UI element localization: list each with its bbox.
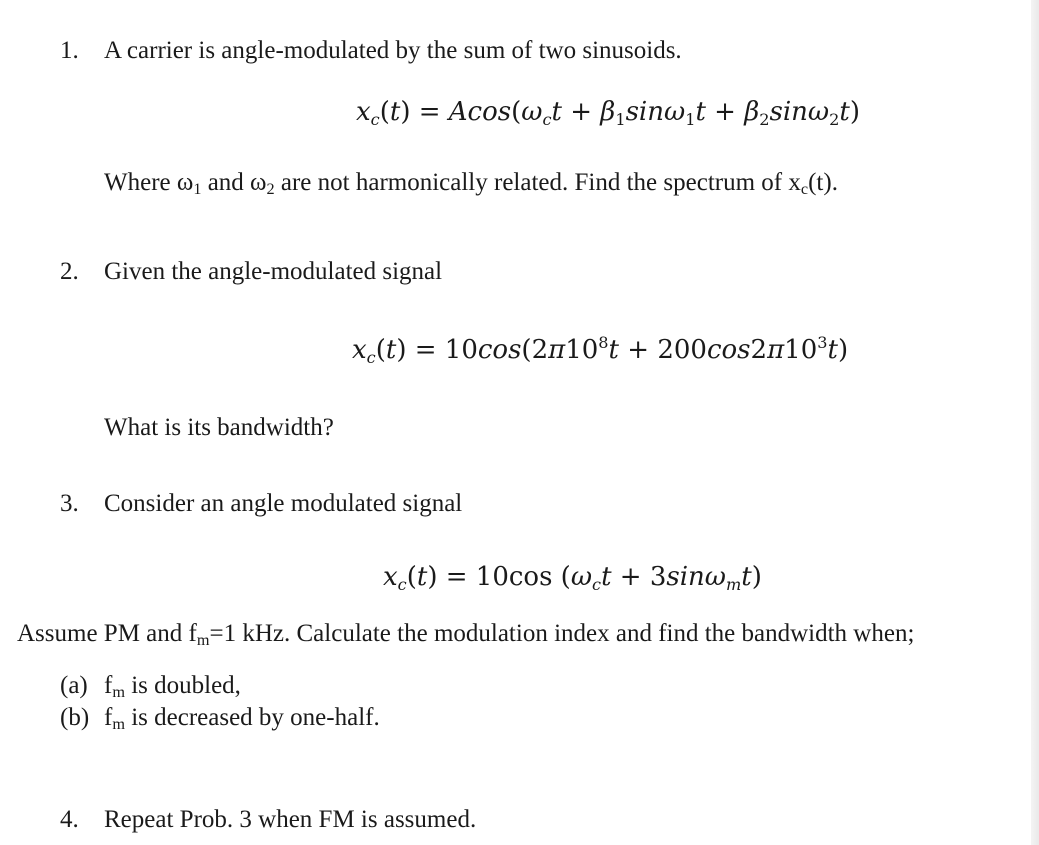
part-b-label: (b) (60, 704, 90, 731)
problem-1-follow-up: Where ω1 and ω2 are not harmonically related. Find the spectrum of xc(t). (104, 169, 838, 199)
problem-1-number: 1. (60, 37, 79, 64)
problem-4-number: 4. (60, 806, 79, 833)
problem-3-equation: $x_c(t) = 10\cos$ $(\omega_ct + 3\sin\omega_mt)$ (383, 562, 762, 595)
problem-3-follow-up: Assume PM and fm=1 kHz. Calculate the modulation index and find the bandwidth when; (17, 620, 915, 650)
problem-2-follow-up: What is its bandwidth? (104, 414, 334, 441)
problem-2-number: 2. (60, 258, 79, 285)
part-a-label: (a) (60, 672, 88, 699)
part-a-text: fm is doubled, (104, 672, 241, 702)
problem-3-text: Consider an angle modulated signal (104, 490, 463, 517)
part-b-text: fm is decreased by one-half. (104, 704, 380, 734)
problem-1-equation: $x_c(t) = Acos(\omega_ct + \beta_1\sin\omega_1t + \beta_2\sin\omega_2t)$ (356, 97, 860, 130)
problem-4-text: Repeat Prob. 3 when FM is assumed. (104, 806, 477, 833)
problem-2-equation: $x_c(t) = 10\cos(2\pi 10^8t + 200\cos 2\pi 10^3t)$ (352, 333, 849, 368)
problem-2-text: Given the angle-modulated signal (104, 258, 443, 285)
problem-3-number: 3. (60, 490, 79, 517)
problem-1-text: A carrier is angle-modulated by the sum of two sinusoids. (104, 37, 682, 64)
page-edge (1031, 0, 1039, 845)
